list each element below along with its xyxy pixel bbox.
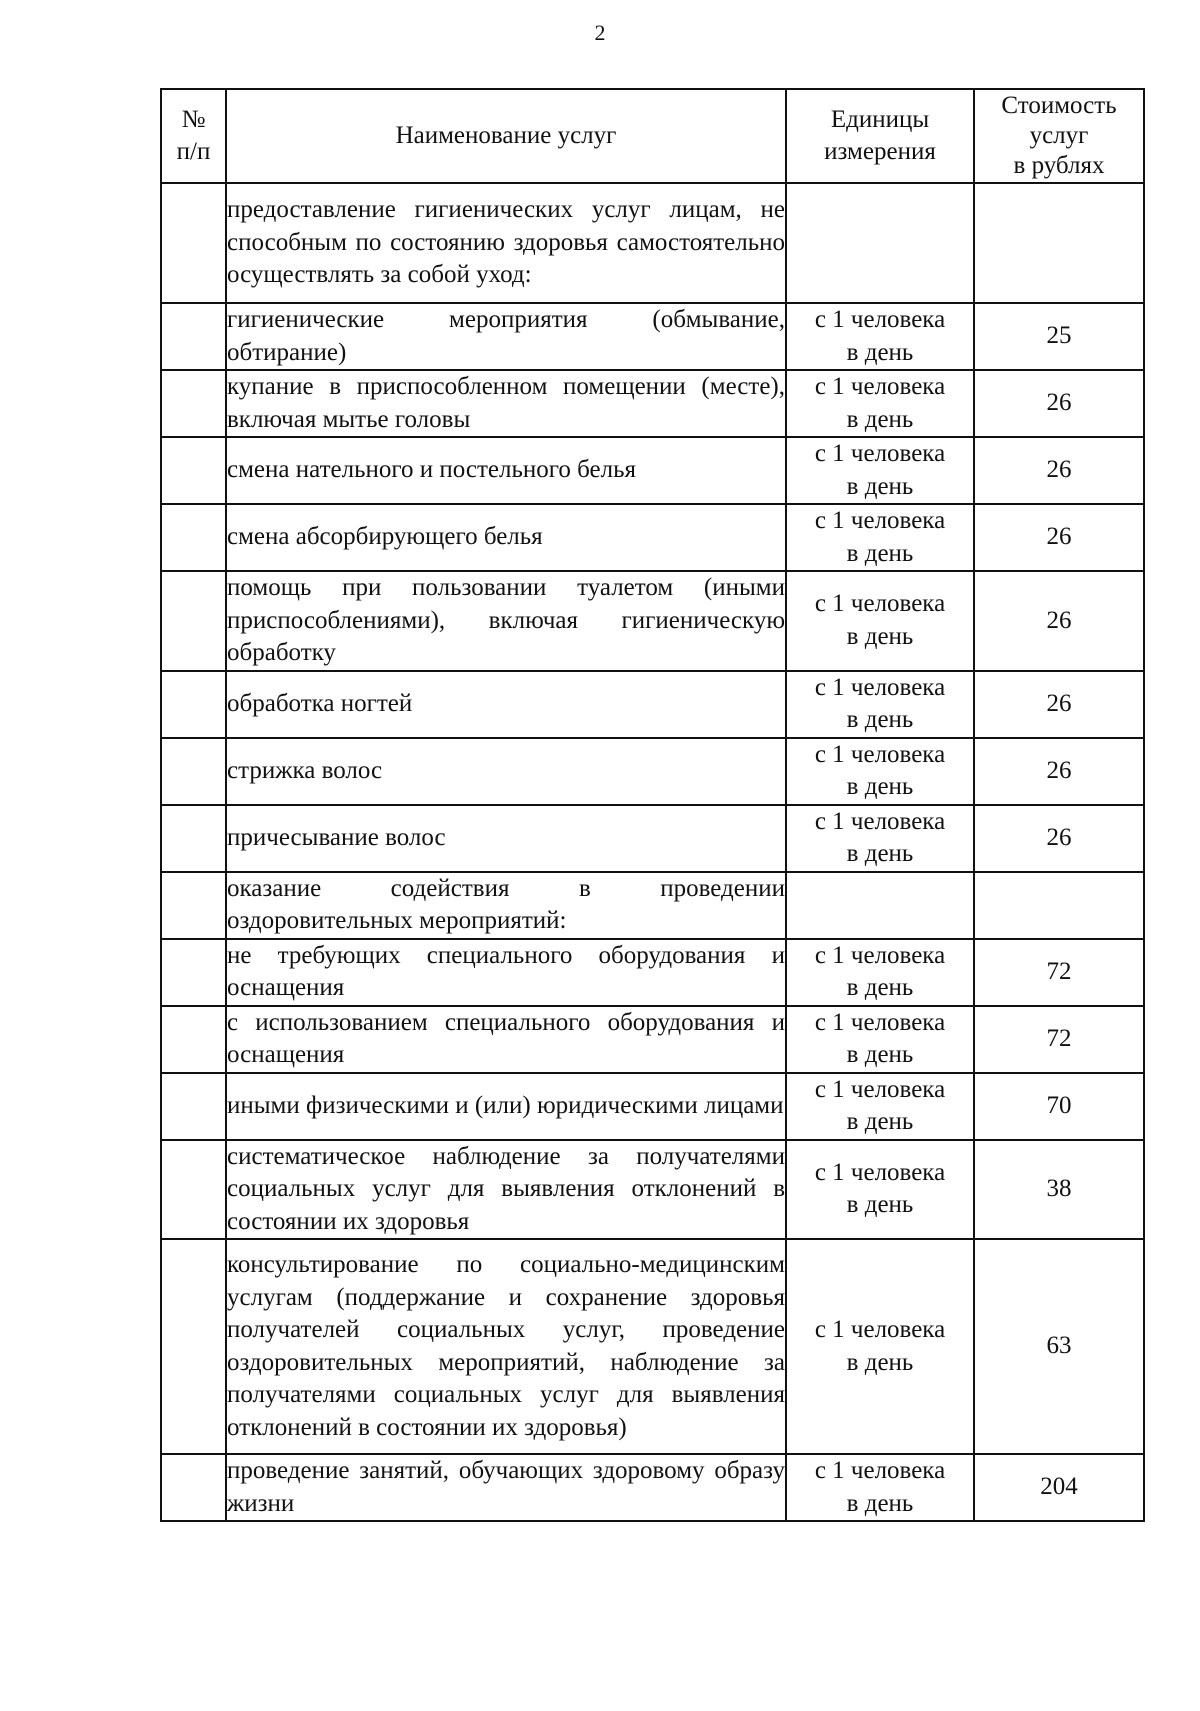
table-row [161, 571, 1144, 671]
unit-cell [786, 872, 974, 939]
unit-line2: в день [846, 539, 914, 567]
unit-cell [786, 303, 974, 370]
header-number [161, 89, 226, 183]
unit-line1: с 1 человека [814, 1158, 946, 1186]
table-row [161, 671, 1144, 738]
header-cost [974, 89, 1144, 183]
row-number-cell [161, 504, 226, 571]
unit-line1: с 1 человека [814, 306, 946, 333]
unit-line2: в день [846, 1041, 914, 1068]
unit-cell [786, 805, 974, 872]
unit-line2: в день [846, 472, 914, 500]
unit-line2: в день [846, 1191, 914, 1219]
table-row [161, 872, 1144, 939]
table-row [161, 303, 1144, 370]
unit-cell [786, 1006, 974, 1073]
row-number-cell [161, 805, 226, 872]
cost-cell: 26 [974, 437, 1144, 504]
service-name-cell: консультирование по социально-медицинским услугам (поддержание и сохранение здоровья получателей социальных услуг, проведение оздоровительных мероприятий, наблюдение за получателями социальных услуг для выявления отклонений в состоянии их здоровья) [226, 1239, 786, 1454]
service-name-cell: гигиенические мероприятия (обмывание, обтирание) [226, 303, 786, 370]
table-row [161, 738, 1144, 805]
unit-line1: с 1 человека [814, 1457, 946, 1484]
service-name-cell: обработка ногтей [226, 671, 786, 738]
table-row [161, 1006, 1144, 1073]
row-number-cell [161, 939, 226, 1006]
header-unit [786, 89, 974, 183]
row-number-cell [161, 303, 226, 370]
unit-cell [786, 1239, 974, 1454]
unit-line1: с 1 человека [814, 673, 946, 701]
cost-cell: 63 [974, 1239, 1144, 1454]
unit-line2: в день [846, 1489, 914, 1517]
row-number-cell [161, 437, 226, 504]
unit-line1: с 1 человека [814, 373, 946, 400]
table-row [161, 805, 1144, 872]
cost-cell: 26 [974, 671, 1144, 738]
service-name-cell: с использованием специального оборудования и оснащения [226, 1006, 786, 1073]
header-cost-line1: Стоимость [1001, 92, 1117, 119]
cost-cell: 70 [974, 1073, 1144, 1140]
table-row [161, 939, 1144, 1006]
unit-line1: с 1 человека [814, 440, 946, 467]
table-row [161, 1073, 1144, 1140]
unit-line1: с 1 человека [814, 941, 946, 969]
row-number-cell [161, 1454, 226, 1521]
row-number-cell [161, 738, 226, 805]
unit-line1: с 1 человека [814, 807, 946, 835]
header-cost-line2: услуг [1029, 122, 1089, 149]
service-name-cell: предоставление гигиенических услуг лицам, не способным по состоянию здоровья самостоятельно осуществлять за собой уход: [226, 183, 786, 303]
cost-cell [974, 872, 1144, 939]
unit-line2: в день [846, 974, 914, 1001]
table-row [161, 1454, 1144, 1521]
row-number-cell [161, 571, 226, 671]
services-price-table [160, 88, 1145, 1522]
unit-line2: в день [846, 840, 914, 867]
service-name-cell: стрижка волос [226, 738, 786, 805]
header-number-line2: п/п [176, 138, 211, 165]
cost-cell: 26 [974, 805, 1144, 872]
cost-cell: 25 [974, 303, 1144, 370]
unit-line1: с 1 человека [814, 740, 946, 768]
table-header-row [161, 89, 1144, 183]
service-name-cell: не требующих специального оборудования и оснащения [226, 939, 786, 1006]
cost-cell: 72 [974, 1006, 1144, 1073]
service-name-cell: смена абсорбирующего белья [226, 504, 786, 571]
unit-cell [786, 571, 974, 671]
row-number-cell [161, 1140, 226, 1240]
header-number-line1: № [181, 105, 206, 133]
unit-line1: с 1 человека [814, 1316, 946, 1343]
unit-line1: с 1 человека [814, 507, 946, 534]
unit-line2: в день [846, 338, 914, 366]
unit-cell [786, 1454, 974, 1521]
unit-cell [786, 504, 974, 571]
service-name-cell: оказание содействия в проведении оздоровительных мероприятий: [226, 872, 786, 939]
cost-cell: 26 [974, 738, 1144, 805]
unit-cell [786, 671, 974, 738]
unit-cell [786, 1140, 974, 1240]
table-row [161, 370, 1144, 437]
page-number: 2 [594, 20, 606, 45]
unit-line2: в день [846, 706, 914, 733]
unit-cell [786, 370, 974, 437]
row-number-cell [161, 183, 226, 303]
service-name-cell: систематическое наблюдение за получателями социальных услуг для выявления отклонений в состоянии их здоровья [226, 1140, 786, 1240]
row-number-cell [161, 1073, 226, 1140]
header-unit-line2: измерения [824, 138, 936, 165]
table-row [161, 504, 1144, 571]
service-name-cell: помощь при пользовании туалетом (иными приспособлениями), включая гигиеническую обработку [226, 571, 786, 671]
cost-cell: 204 [974, 1454, 1144, 1521]
cost-cell: 26 [974, 571, 1144, 671]
unit-line2: в день [846, 622, 914, 650]
service-name-cell: купание в приспособленном помещении (месте), включая мытье головы [226, 370, 786, 437]
unit-line2: в день [846, 1108, 914, 1135]
row-number-cell [161, 370, 226, 437]
cost-cell: 26 [974, 504, 1144, 571]
unit-cell [786, 437, 974, 504]
unit-cell [786, 738, 974, 805]
cost-cell [974, 183, 1144, 303]
header-cost-line3: в рублях [1013, 152, 1105, 179]
table-row [161, 437, 1144, 504]
cost-cell: 72 [974, 939, 1144, 1006]
cost-cell: 26 [974, 370, 1144, 437]
cost-cell: 38 [974, 1140, 1144, 1240]
service-name-cell: проведение занятий, обучающих здоровому образу жизни [226, 1454, 786, 1521]
table-row [161, 183, 1144, 303]
row-number-cell [161, 1006, 226, 1073]
service-name-cell: причесывание волос [226, 805, 786, 872]
service-name-cell: иными физическими и (или) юридическими лицами [226, 1073, 786, 1140]
service-name-cell: смена нательного и постельного белья [226, 437, 786, 504]
unit-cell [786, 183, 974, 303]
unit-line1: с 1 человека [814, 1075, 946, 1103]
unit-line2: в день [846, 405, 914, 433]
header-service-name: Наименование услуг [226, 89, 786, 183]
row-number-cell [161, 671, 226, 738]
row-number-cell [161, 872, 226, 939]
unit-line2: в день [846, 1348, 914, 1376]
row-number-cell [161, 1239, 226, 1454]
header-unit-line1: Единицы [830, 105, 930, 133]
table-body [161, 183, 1144, 1521]
unit-line2: в день [846, 773, 914, 800]
table-row [161, 1140, 1144, 1240]
table-row [161, 1239, 1144, 1454]
unit-cell [786, 1073, 974, 1140]
unit-cell [786, 939, 974, 1006]
unit-line1: с 1 человека [814, 1008, 946, 1036]
unit-line1: с 1 человека [814, 590, 946, 618]
